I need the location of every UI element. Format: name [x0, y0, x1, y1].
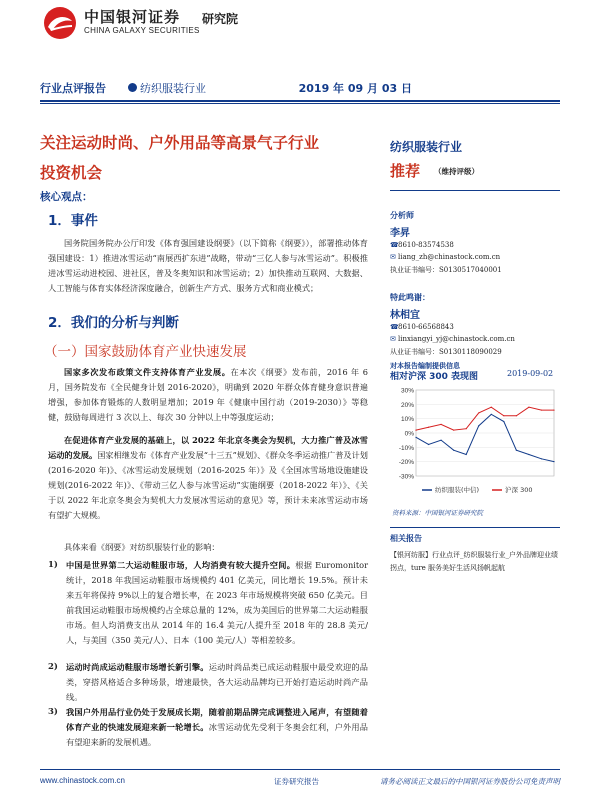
list-item-body: 根据 Euromonitor 统计，2018 年我国运动鞋服市场规模约 401 亿美元，同比增长 19.5%。预计未来五年将保持 9%以上的复合增长率，在 2023 年市场规模将突破 650 亿美元。目前我国运动鞋服市场规模约占全球总量的 12%，成为美国后的世界第二大运动鞋服市场。但人均消费支出从 2014 年的 16.4 美元/人提升至 2018 年的 28.8 美元/人，与美国（350 美元/人）、日本（100 美元/人）等相差较多。 [66, 560, 368, 645]
impact-intro: 具体来看《纲要》对纺织服装行业的影响： [64, 542, 220, 552]
list-item-lead: 中国是世界第二大运动鞋服市场，人均消费有较大提升空间。 [66, 560, 296, 570]
sidebar-divider [390, 190, 560, 191]
report-title-line-1: 关注运动时尚、户外用品等高景气子行业 [40, 134, 320, 152]
report-industry: 纺织服装行业 [140, 82, 206, 95]
chart-date: 2019-09-02 [507, 369, 554, 378]
contact-license: 从业证书编号：S0130118090029 [390, 348, 502, 356]
list-item-lead: 运动时尚成运动鞋服市场增长新引擎。 [66, 662, 209, 672]
chart-source: 资料来源：中国银河证券研究院 [392, 509, 483, 517]
chart-point [428, 427, 429, 428]
bullet-dot-icon [128, 83, 137, 92]
footer-center-label: 证券研究报告 [274, 777, 319, 786]
analyst-name: 李昇 [390, 228, 410, 239]
contact-phone: ☎8610-66568843 [390, 323, 454, 331]
chart-y-tick-label: 0% [404, 430, 414, 438]
chart-point [466, 454, 467, 455]
chart-point [528, 454, 529, 455]
chart-point [440, 440, 441, 441]
report-meta-bar [40, 80, 412, 96]
chart-legend-label: 沪深 300 [505, 486, 533, 494]
list-item-body: 冰雪运动优先受利于冬奥会红利，户外用品有望迎来新的发展机遇。 [66, 722, 368, 747]
event-paragraph: 国务院国务院办公厅印发《体育强国建设纲要》（以下简称《纲要》），部署推动体育强国建设：1）推进冰雪运动“南展西扩东进”战略，带动“三亿人参与冰雪运动”。积极推进冰雪运动进校园、进社区，普及冬奥知识和冰雪运动；2）加快推动互联网、大数据、人工智能与体育实体经济深度融合，创新生产方式、服务方式和商业模式； [48, 238, 368, 293]
mail-icon: ✉ [390, 253, 396, 261]
chart-y-tick-label: -10% [398, 444, 414, 452]
chart-point [553, 409, 554, 410]
list-item-lead: 我国户外用品行业仍处于发展成长期，随着前期品牌完成调整进入尾声，有望随着体育产业的快速发展迎来新一轮增长。 [66, 707, 368, 732]
chart-y-tick-label: -20% [398, 459, 414, 467]
chart-point [415, 430, 416, 431]
chart-point [541, 409, 542, 410]
chart-point [503, 421, 504, 422]
chart-point [516, 415, 517, 416]
chart-y-tick-label: 20% [400, 401, 414, 409]
galaxy-logo-icon [42, 5, 78, 41]
header-divider-thin [40, 103, 560, 104]
policy-paragraph-2 [48, 433, 368, 523]
logo-cn-text: 中国银河证券 [84, 8, 181, 26]
footer-divider [40, 769, 560, 770]
chart-title: 相对沪深 300 表现图 [390, 372, 479, 382]
list-item-number: 2) [48, 662, 58, 672]
chart-point [541, 458, 542, 459]
chart-y-tick-label: -30% [398, 473, 414, 481]
disclaimer-note: 对本报告编制提供信息 [390, 361, 460, 370]
policy-paragraph-1-body: 在本次《纲要》发布前，2016 年 6 月，国务院发布《全民健身计划 2016-2020》，明确到 2020 年群众体育健身意识普遍增强，参加体育锻炼的人数明显增加；2019 年《健康中国行动（2019-2030）》等稳健，鼓励每周进行 3 次以上、每次 30 分钟以上中等强度运动； [48, 367, 368, 422]
list-item-number: 1) [48, 560, 58, 570]
analyst-email[interactable]: ✉ liang_zh@chinastock.com.cn [390, 253, 501, 261]
chart-point [428, 444, 429, 445]
chart-point [453, 430, 454, 431]
report-header [0, 0, 600, 60]
phone-icon: ☎ [390, 323, 399, 331]
report-type: 行业点评报告 [40, 82, 106, 95]
section-heading-event: 1．事件 [48, 213, 98, 229]
rating-note: （维持评级） [434, 167, 479, 176]
footer-url-link[interactable]: www.chinastock.com.cn [40, 776, 125, 785]
policy-paragraph-1-lead: 国家多次发布政策文件支持体育产业发展。 [64, 367, 231, 377]
chart-point [440, 424, 441, 425]
header-divider [40, 100, 560, 102]
footer-disclaimer: 请务必阅读正文最后的中国银河证券股份公司免责声明 [380, 777, 560, 786]
subsection-heading-policy: （一）国家鼓励体育产业快速发展 [44, 344, 247, 360]
chart-legend-label: 纺织服装(中信) [435, 486, 480, 494]
chart-series-line-1 [416, 414, 554, 461]
chart-point [466, 428, 467, 429]
contact-name: 林相宜 [390, 310, 420, 321]
chart-y-tick-label: 10% [400, 416, 414, 424]
institute-label: 研究院 [202, 12, 239, 26]
analyst-phone: ☎8610-83574538 [390, 241, 454, 249]
policy-paragraph-2-lead: 在促进体育产业发展的基础上，以 2022 年北京冬奥会为契机，大力推广普及冰雪运动的发展。 [48, 435, 368, 460]
sidebar-divider [390, 527, 560, 528]
chart-point [415, 437, 416, 438]
chart-point [503, 415, 504, 416]
relative-performance-chart [390, 384, 560, 504]
policy-paragraph-1 [48, 365, 368, 425]
sidebar-industry: 纺织服装行业 [390, 140, 463, 154]
list-item-number: 3) [48, 707, 58, 717]
chart-point [478, 425, 479, 426]
chart-point [553, 461, 554, 462]
main-column [40, 128, 380, 204]
related-reports-heading: 相关报告 [390, 534, 422, 543]
report-date: 2019 年 09 月 03 日 [298, 82, 412, 95]
contact-label: 特此鸣谢： [390, 293, 430, 302]
core-views-label: 核心观点： [40, 191, 93, 203]
mail-icon: ✉ [390, 335, 396, 343]
contact-email[interactable]: ✉ linxiangyi_yj@chinastock.com.cn [390, 335, 515, 343]
chart-point [453, 450, 454, 451]
logo-en-text: CHINA GALAXY SECURITIES [84, 26, 200, 35]
policy-paragraph-2-body: 国家相继发布《体育产业发展“十三五”规划》、《群众冬季运动推广普及计划(2016-2020 年)》、《冰雪运动发展规划（2016-2025 年）》及《全国冰雪场地设施建设规划(2016-2022 年)》、《带动三亿人参与冰雪运动”实施纲要（2018-2022 年）》、《关于以 2022 年北京冬奥会为契机大力发展冰雪运动的意见》等，预计未来冰雪运动市场有望扩大规模。 [48, 450, 368, 520]
report-title-line-2: 投资机会 [40, 164, 103, 182]
rating-value: 推荐 [390, 162, 421, 180]
chart-point [528, 407, 529, 408]
chart-point [491, 414, 492, 415]
section-heading-analysis: 2．我们的分析与判断 [48, 315, 179, 331]
chart-point [516, 450, 517, 451]
chart-point [478, 412, 479, 413]
chart-point [491, 407, 492, 408]
analyst-license: 执业证书编号：S0130517040001 [390, 266, 502, 274]
related-report-link[interactable]: 【银河纺服】行业点评_纺织服装行业_户外品牌迎业绩拐点，ture 服务美好生活风扬帆起航 [390, 551, 558, 572]
phone-icon: ☎ [390, 241, 399, 249]
list-item-body: 运动时尚品类已成运动鞋服中最受欢迎的品类，穿搭风格适合多种场景，增速最快，各大运动品牌均已开始打造运动时尚产品线。 [66, 662, 368, 702]
chart-y-tick-label: 30% [400, 387, 414, 395]
analyst-label: 分析师 [390, 211, 414, 220]
